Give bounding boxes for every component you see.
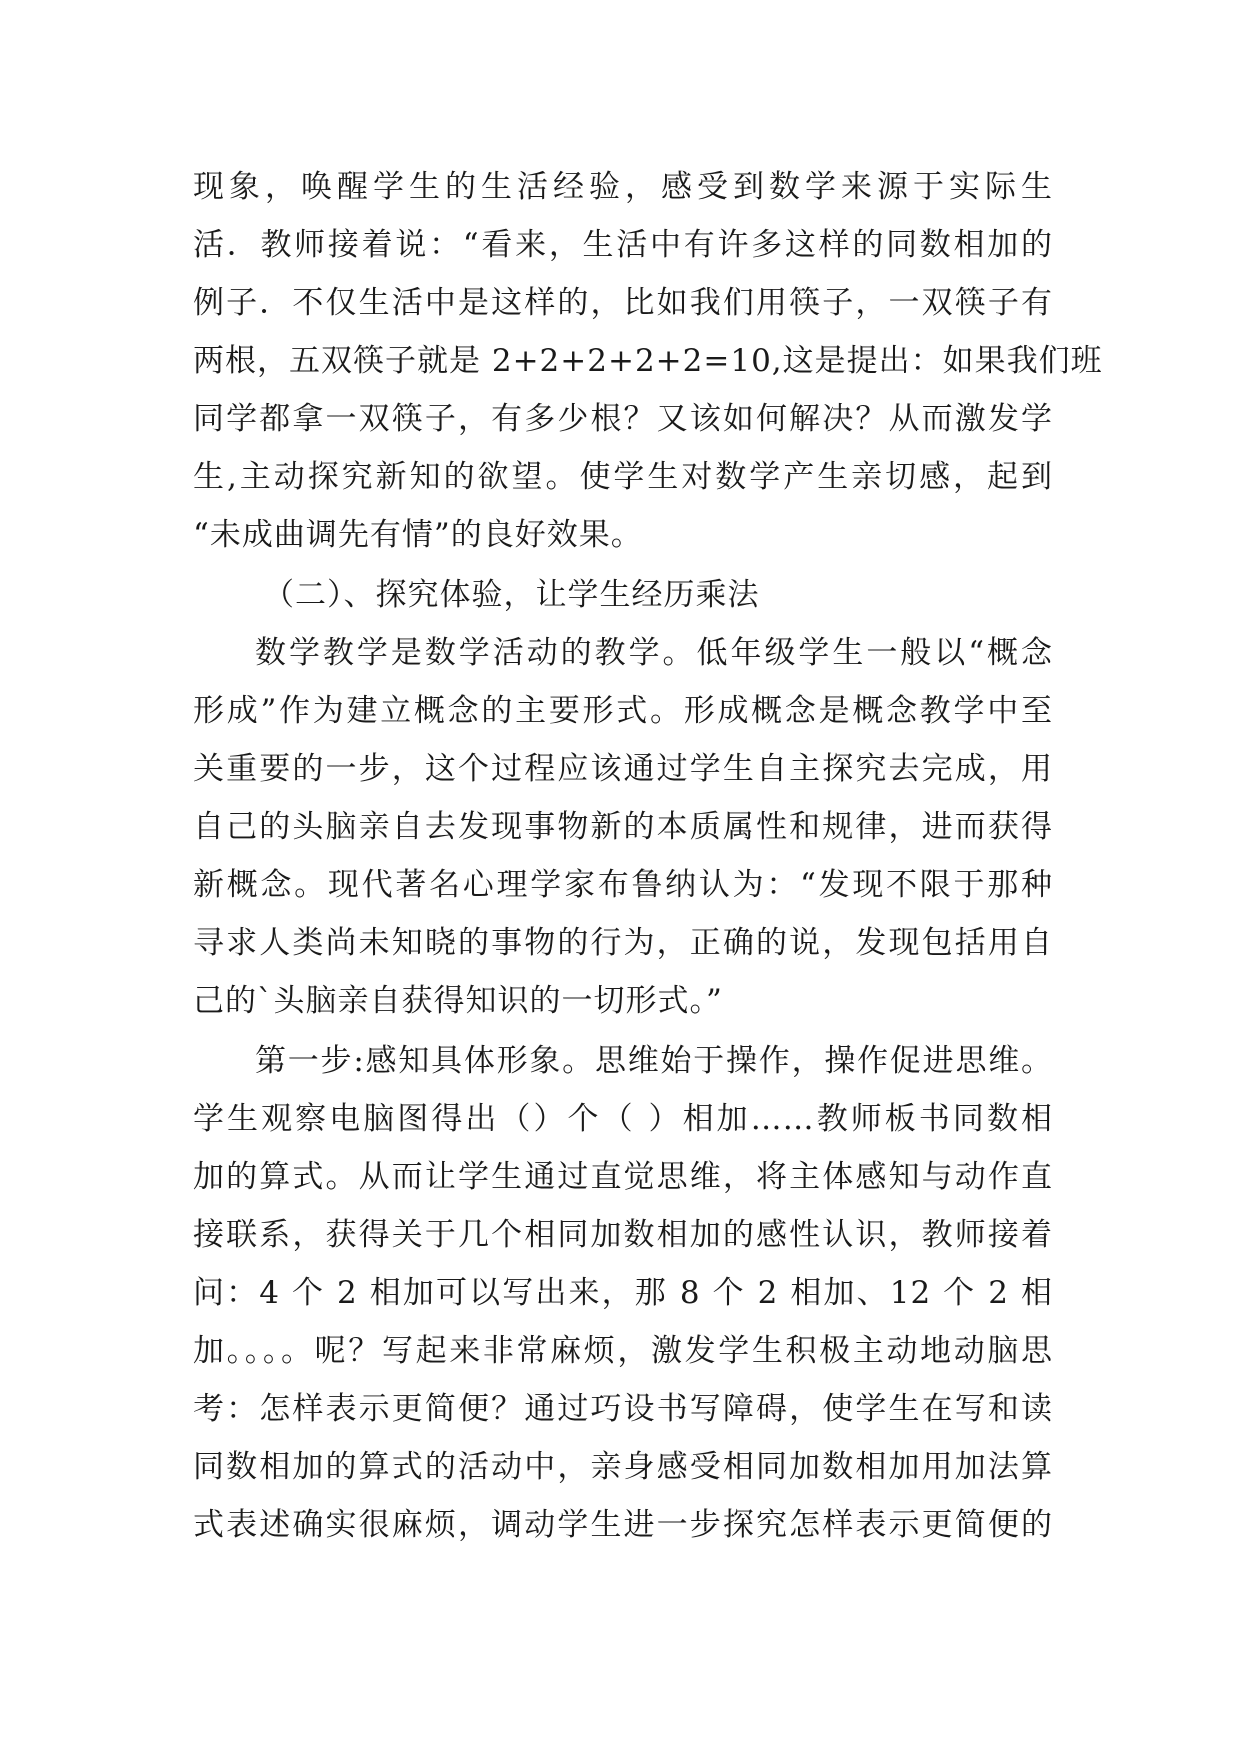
text-line: 两根，五双筷子就是 2+2+2+2+2=10,这是提出：如果我们班 — [193, 343, 1103, 379]
paragraph-intro-continuation — [193, 158, 1103, 564]
text-line: 寻求人类尚未知晓的事物的行为，正确的说，发现包括用自 — [193, 925, 1053, 961]
text-line: 考：怎样表示更简便？通过巧设书写障碍，使学生在写和读 — [193, 1391, 1053, 1427]
text-line: 生,主动探究新知的欲望。使学生对数学产生亲切感，起到 — [193, 459, 1053, 495]
text-line: 加。。。。呢？写起来非常麻烦，激发学生积极主动地动脑思 — [193, 1333, 1053, 1369]
text-line: “未成曲调先有情”的良好效果。 — [193, 517, 643, 553]
text-line: 活．教师接着说：“看来，生活中有许多这样的同数相加的 — [193, 227, 1053, 263]
text-line: 关重要的一步，这个过程应该通过学生自主探究去完成，用 — [193, 751, 1053, 787]
text-line: 第一步:感知具体形象。思维始于操作，操作促进思维。 — [255, 1043, 1053, 1079]
text-line: 接联系，获得关于几个相同加数相加的感性认识，教师接着 — [193, 1217, 1053, 1253]
text-line: 现象，唤醒学生的生活经验，感受到数学来源于实际生 — [193, 169, 1053, 205]
text-line: 学生观察电脑图得出（）个（ ）相加……教师板书同数相 — [193, 1101, 1053, 1137]
text-line: 形成”作为建立概念的主要形式。形成概念是概念教学中至 — [193, 693, 1053, 729]
text-line: 例子．不仅生活中是这样的，比如我们用筷子，一双筷子有 — [193, 285, 1053, 321]
text-line: 数学教学是数学活动的教学。低年级学生一般以“概念 — [255, 635, 1053, 671]
text-line: 加的算式。从而让学生通过直觉思维，将主体感知与动作直 — [193, 1159, 1053, 1195]
text-line: 同学都拿一双筷子，有多少根？又该如何解决？从而激发学 — [193, 401, 1053, 437]
paragraph-concept-formation — [193, 624, 1053, 1030]
text-line: 式表述确实很麻烦，调动学生进一步探究怎样表示更简便的 — [193, 1507, 1053, 1543]
text-line: 自己的头脑亲自去发现事物新的本质属性和规律，进而获得 — [193, 809, 1053, 845]
text-line: 同数相加的算式的活动中，亲身感受相同加数相加用加法算 — [193, 1449, 1053, 1485]
section-heading-2 — [193, 566, 1053, 624]
paragraph-step-one — [193, 1032, 1053, 1554]
text-line: 己的`头脑亲自获得知识的一切形式。” — [193, 983, 723, 1019]
section-heading: （二）、探究体验，让学生经历乘法 — [263, 577, 760, 613]
text-line: 问：4 个 2 相加可以写出来，那 8 个 2 相加、12 个 2 相 — [193, 1275, 1053, 1311]
text-line: 新概念。现代著名心理学家布鲁纳认为：“发现不限于那种 — [193, 867, 1053, 903]
